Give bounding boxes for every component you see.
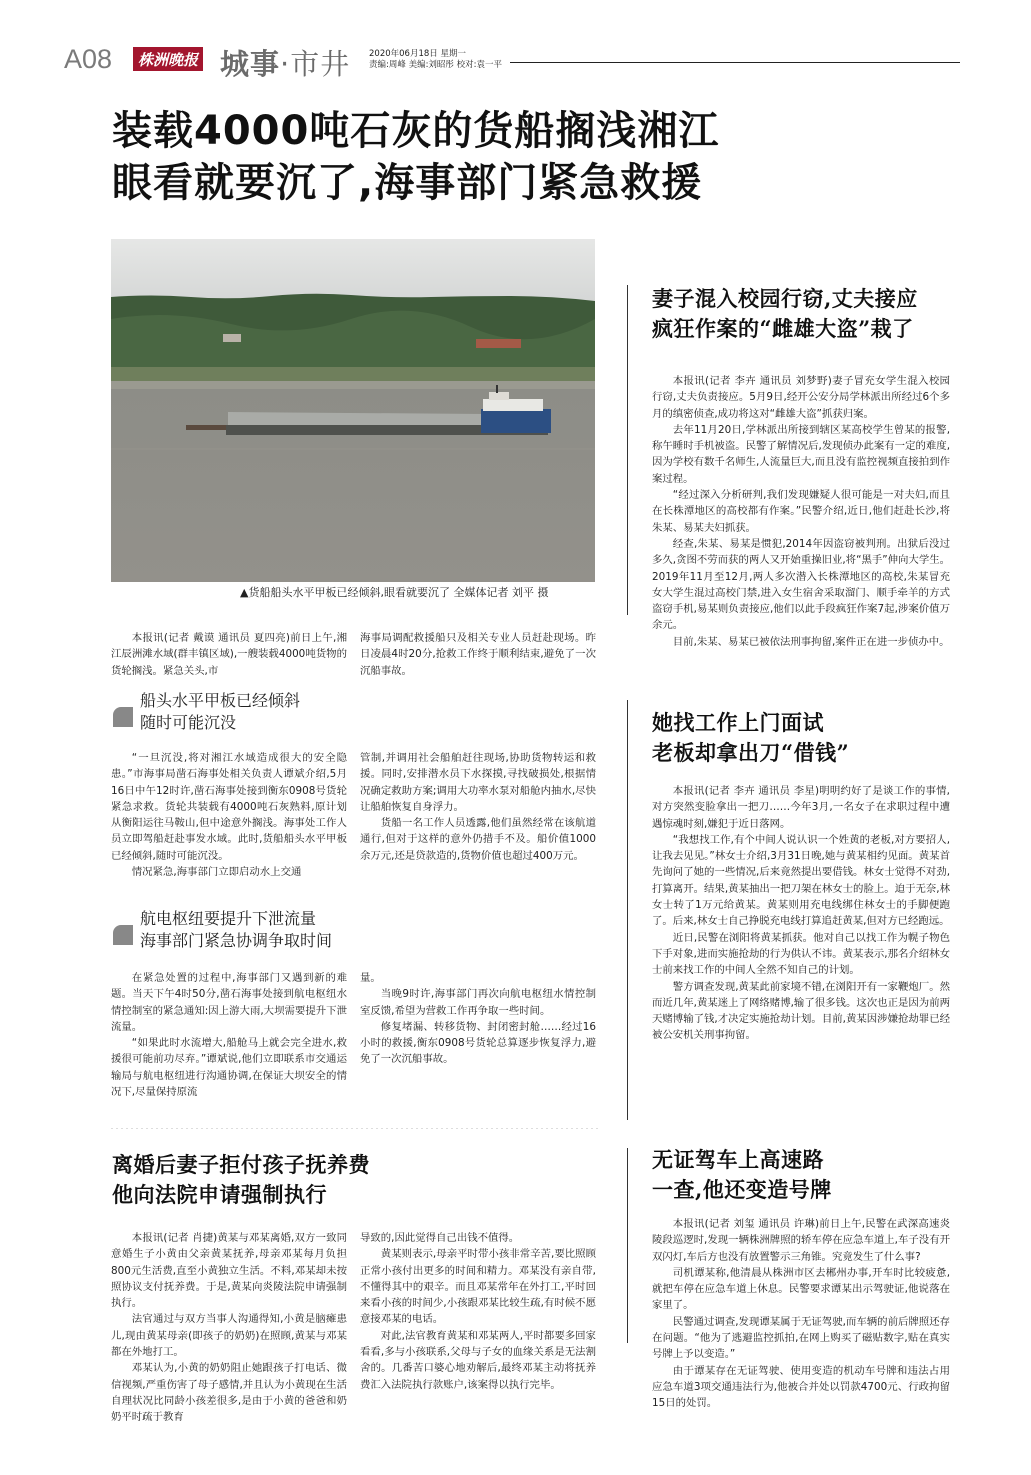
paragraph: 邓某认为,小黄的奶奶阻止她跟孩子打电话、微信视频,严重伤害了母子感情,并且认为小黄现在生活自理状况比同龄小孩差很多,是由于小黄的爸爸和奶奶平时疏于教育 [111, 1362, 347, 1424]
paragraph: 本报讯(记者 李卉 通讯员 刘梦野)妻子冒充女学生混入校园行窃,丈夫负责接应。5月9日,经开公安分局学林派出所经过6个多月的缜密侦查,成功将这对“雌雄大盗”抓获归案。 [652, 375, 950, 420]
paragraph: 在紧急处置的过程中,海事部门又遇到新的难题。当天下午4时50分,凿石海事处接到航电枢纽水情控制室的紧急通知:因上游大雨,大坝需要提升下泄流量。 [111, 972, 347, 1033]
sidebar-article-1-title [652, 284, 918, 344]
paragraph: 管制,并调用社会船舶赶往现场,协助货物转运和救援。同时,安排潜水员下水探摸,寻找破损处,根据情况确定救助方案;调用大功率水泵对船舱内抽水,尽快让船舶恢复自身浮力。 [360, 752, 596, 813]
divorce-headline [112, 1150, 370, 1210]
subhead-2-line1: 航电枢纽要提升下泄流量 [140, 909, 317, 928]
paragraph: 警方调查发现,黄某此前家境不错,在浏阳开有一家鞭炮厂。然而近几年,黄某迷上了网络赌博,输了很多钱。这次也正是因为前两天赌博输了钱,才决定实施抢劫计划。目前,黄某因涉嫌抢劫罪已经被公安机关刑事拘留。 [652, 980, 950, 1042]
paragraph: 本报讯(记者 戴谟 通讯员 夏四亮)前日上午,湘江辰洲滩水域(群丰镇区域),一艘装载4000吨货物的货轮搁浅。紧急关头,市 [111, 632, 347, 677]
subhead-2-line2: 海事部门紧急协调争取时间 [140, 931, 333, 950]
paragraph: “一旦沉没,将对湘江水域造成很大的安全隐患。”市海事局凿石海事处相关负责人谭斌介绍,5月16日中午12时许,凿石海事处接到衡东0908号货轮紧急求救。货轮共装载有4000吨石灰熟料,原计划从衡阳运往马鞍山,但中途意外搁浅。海事处工作人员立即驾船赶赴事发水域。此时,货船船头水平甲板已经倾斜,随时可能沉没。 [111, 752, 347, 862]
title-line2: 老板却拿出刀“借钱” [652, 740, 850, 765]
paragraph: 法官通过与双方当事人沟通得知,小黄是脑瘫患儿,现由黄某母亲(即孩子的奶奶)在照顾,黄某与邓某都在外地打工。 [111, 1313, 347, 1359]
paragraph: 本报讯(记者 肖捷)黄某与邓某离婚,双方一致同意婚生子小黄由父亲黄某抚养,母亲邓某每月负担800元生活费,直至小黄独立生活。不料,邓某却未按照协议支付抚养费。于是,黄某向炎陵法院申请强制执行。 [111, 1232, 347, 1310]
divorce-headline-line2: 他向法院申请强制执行 [112, 1182, 327, 1207]
paragraph: “我想找工作,有个中间人说认识一个姓黄的老板,对方要招人,让我去见见。”林女士介绍,3月31日晚,她与黄某相约见面。黄某首先询问了她的一些情况,后来竟然提出要借钱。林女士觉得不对劲,打算离开。结果,黄某抽出一把刀架在林女士的脸上。迫于无奈,林女士转了1万元给黄某。黄某则用充电线绑住林女士的手脚便跑了。后来,林女士自己挣脱充电线打算追赶黄某,但对方已经跑远。 [652, 833, 950, 928]
lead-sec2-right [360, 970, 596, 1068]
paragraph: 目前,朱某、易某已被依法刑事拘留,案件正在进一步侦办中。 [672, 635, 950, 648]
subhead-1 [140, 690, 300, 734]
article-divider [111, 1128, 601, 1129]
sidebar-article-3-title [652, 1145, 832, 1205]
lead-headline [112, 105, 719, 209]
section-title [220, 42, 350, 83]
section-main: 城事 [220, 47, 281, 81]
title-line1: 无证驾车上高速路 [652, 1147, 824, 1172]
paragraph: 对此,法官教育黄某和邓某两人,平时都要多回家看看,多与小孩联系,父母与子女的血缘关系是无法割舍的。几番苦口婆心地劝解后,最终邓某主动将抚养费汇入法院执行款账户,该案得以执行完毕。 [360, 1329, 596, 1391]
lead-headline-line2: 眼看就要沉了,海事部门紧急救援 [112, 160, 703, 206]
paragraph: 本报讯(记者 刘玺 通讯员 许琳)前日上午,民警在武深高速炎陵段巡逻时,发现一辆株洲牌照的轿车停在应急车道上,车子没有开双闪灯,车后方也没有放置警示三角锥。究竟发生了什么事? [652, 1218, 950, 1263]
sidebar-rule [627, 285, 628, 615]
paragraph: 货船一名工作人员透露,他们虽然经常在该航道通行,但对于这样的意外仍措手不及。船价值1000余万元,还是贷款造的,货物价值也超过400万元。 [360, 817, 596, 862]
cargo-ship-photo [111, 239, 595, 582]
paragraph: 经查,朱某、易某是惯犯,2014年因盗窃被判刑。出狱后没过多久,贪图不劳而获的两人又开始重操旧业,将“黑手”伸向大学生。2019年11月至12月,两人多次潜入长株潭地区的高校,朱某冒充女大学生混过高校门禁,进入女生宿舍采取溜门、顺手牵羊的方式盗窃手机,易某则负责接应,他们以此手段疯狂作案7起,涉案价值万余元。 [652, 537, 950, 632]
title-line2: 一查,他还变造号牌 [652, 1177, 832, 1202]
paragraph: 海事局调配救援船只及相关专业人员赶赴现场。昨日凌晨4时20分,抢救工作终于顺利结束,避免了一次沉船事故。 [360, 632, 596, 677]
paragraph: 司机谭某称,他清晨从株洲市区去郴州办事,开车时比较疲惫,就把车停在应急车道上休息。民警要求谭某出示驾驶证,他说落在家里了。 [652, 1266, 950, 1312]
title-line1: 她找工作上门面试 [652, 710, 824, 735]
divorce-left [111, 1230, 347, 1426]
title-line1: 妻子混入校园行窃,丈夫接应 [652, 286, 918, 311]
date-line: 2020年06月18日 星期一 [369, 49, 466, 59]
paragraph: 导致的,因此觉得自己出钱不值得。 [360, 1232, 520, 1244]
header-rule [510, 62, 960, 63]
divorce-right [360, 1230, 596, 1393]
lead-sec1-left [111, 750, 347, 880]
paragraph: “如果此时水流增大,船舱马上就会完全进水,救援很可能前功尽弃。”谭斌说,他们立即联系市交通运输局与航电枢纽进行沟通协调,在保证大坝安全的情况下,尽量保持原流 [111, 1037, 347, 1099]
paragraph: 民警通过调查,发现谭某属于无证驾驶,而车辆的前后牌照还存在问题。“他为了逃避监控抓拍,在网上购买了磁贴数字,贴在真实号牌上予以变造。” [652, 1315, 950, 1361]
page-number: A08 [64, 44, 113, 74]
paragraph: 量。 [360, 972, 381, 984]
title-line2: 疯狂作案的“雌雄大盗”栽了 [652, 316, 914, 341]
sidebar-rule [627, 1148, 628, 1343]
lead-sec2-left [111, 970, 347, 1100]
subhead-1-line1: 船头水平甲板已经倾斜 [140, 691, 301, 710]
divorce-headline-line1: 离婚后妻子拒付孩子抚养费 [112, 1152, 370, 1177]
subhead-marker-icon [113, 925, 133, 945]
sidebar-article-3-body [652, 1216, 950, 1412]
section-sub: 市井 [290, 47, 351, 81]
editors-line: 责编:周峰 美编:刘昭彤 校对:袁一平 [369, 60, 502, 70]
sidebar-article-2-body [652, 783, 950, 1044]
paragraph: 黄某则表示,母亲平时带小孩非常辛苦,要比照顾正常小孩付出更多的时间和精力。邓某没有亲自带,不懂得其中的艰辛。而且邓某常年在外打工,平时回来看小孩的时间少,小孩跟邓某比较生疏,有时候不愿意接邓某的电话。 [360, 1248, 596, 1326]
sidebar-rule [627, 700, 628, 1120]
paragraph: “经过深入分析研判,我们发现嫌疑人很可能是一对夫妇,而且在长株潭地区的高校都有作案。”民警介绍,近日,他们赶赴长沙,将朱某、易某夫妇抓获。 [652, 489, 950, 534]
subhead-1-line2: 随时可能沉没 [140, 713, 237, 732]
paragraph: 去年11月20日,学林派出所接到辖区某高校学生曾某的报警,称午睡时手机被盗。民警了解情况后,发现侦办此案有一定的难度,因为学校有数千名师生,人流量巨大,而且没有监控视频直接拍到作案过程。 [652, 423, 950, 485]
lead-intro-left [111, 630, 347, 679]
paragraph: 本报讯(记者 李卉 通讯员 李星)明明约好了是谈工作的事情,对方突然变脸拿出一把刀……今年3月,一名女子在求职过程中遭遇惊魂时刻,嫌犯于近日落网。 [652, 785, 950, 830]
lead-headline-line1: 装载4000吨石灰的货船搁浅湘江 [112, 108, 720, 154]
issue-meta [369, 49, 502, 71]
subhead-2 [140, 908, 332, 952]
lead-intro-right [360, 630, 596, 679]
riverbank-grass [111, 367, 595, 381]
sidebar-article-2-title [652, 708, 849, 768]
paragraph: 由于谭某存在无证驾驶、使用变造的机动车号牌和违法占用应急车道3项交通违法行为,他被合并处以罚款4700元、行政拘留15日的处罚。 [652, 1364, 950, 1410]
paragraph: 当晚9时许,海事部门再次向航电枢纽水情控制室反馈,希望为营救工作再争取一些时间。 [360, 988, 596, 1017]
lead-sec1-right [360, 750, 596, 864]
lead-photo [111, 239, 595, 582]
subhead-marker-icon [113, 707, 133, 727]
sidebar-article-1-body [652, 373, 950, 650]
newspaper-logo: 株洲晚报 [133, 47, 203, 71]
photo-caption: ▲货船船头水平甲板已经倾斜,眼看就要沉了 全媒体记者 刘平 摄 [240, 586, 549, 599]
paragraph: 近日,民警在浏阳将黄某抓获。他对自己以找工作为幌子物色下手对象,进而实施抢劫的行为供认不讳。黄某表示,那名介绍林女士前来找工作的中间人全然不知自己的计划。 [652, 931, 950, 977]
paragraph: 情况紧急,海事部门立即启动水上交通 [131, 866, 302, 879]
section-dot: · [280, 47, 291, 81]
paragraph: 修复堵漏、转移货物、封闭密封舱……经过16小时的救援,衡东0908号货轮总算逐步恢复浮力,避免了一次沉船事故。 [360, 1020, 596, 1066]
